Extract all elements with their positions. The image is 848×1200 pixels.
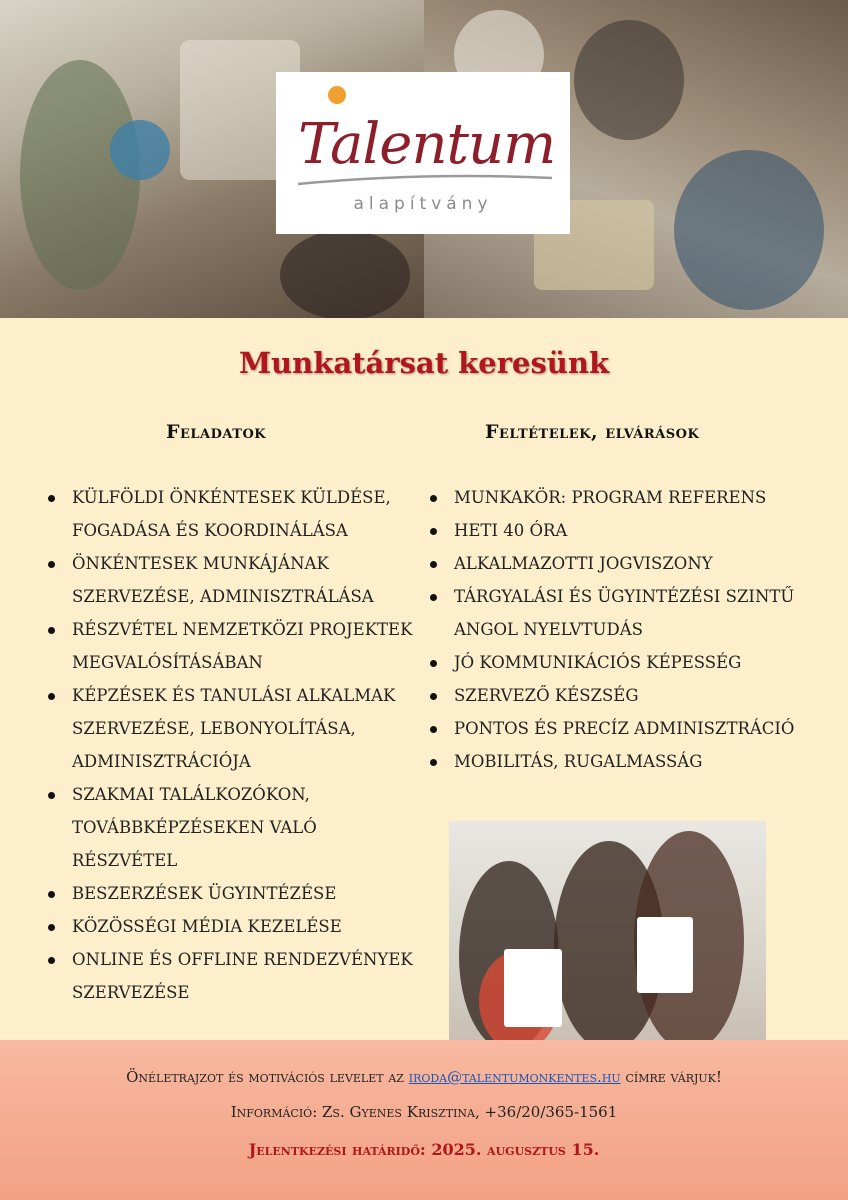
list-item: RÉSZVÉTEL NEMZETKÖZI PROJEKTEK MEGVALÓSÍTÁSÁBAN <box>46 613 424 679</box>
list-item: SZERVEZŐ KÉSZSÉG <box>428 679 808 712</box>
requirements-list <box>428 481 808 778</box>
list-item: KÖZÖSSÉGI MÉDIA KEZELÉSE <box>46 910 424 943</box>
list-item: KÉPZÉSEK ÉS TANULÁSI ALKALMAK SZERVEZÉSE, LEBONYOLÍTÁSA, ADMINISZTRÁCIÓJA <box>46 679 424 778</box>
list-item: MUNKAKÖR: PROGRAM REFERENS <box>428 481 808 514</box>
list-item: MOBILITÁS, RUGALMASSÁG <box>428 745 808 778</box>
hero-banner <box>0 0 848 318</box>
email-link[interactable]: iroda@talentumonkentes.hu <box>408 1068 621 1086</box>
list-item: BESZERZÉSEK ÜGYINTÉZÉSE <box>46 877 424 910</box>
tasks-list <box>46 481 424 1009</box>
list-item: ÖNKÉNTESEK MUNKÁJÁNAK SZERVEZÉSE, ADMINISZTRÁLÁSA <box>46 547 424 613</box>
list-item: KÜLFÖLDI ÖNKÉNTESEK KÜLDÉSE, FOGADÁSA ÉS KOORDINÁLÁSA <box>46 481 424 547</box>
footer-deadline: Jelentkezési határidő: 2025. augusztus 15. <box>248 1140 600 1159</box>
list-item: PONTOS ÉS PRECÍZ ADMINISZTRÁCIÓ <box>428 712 808 745</box>
page-title: Munkatársat keresünk <box>238 346 610 380</box>
list-item: HETI 40 ÓRA <box>428 514 808 547</box>
list-item: TÁRGYALÁSI ÉS ÜGYINTÉZÉSI SZINTŰ ANGOL NYELVTUDÁS <box>428 580 808 646</box>
list-item: SZAKMAI TALÁLKOZÓKON, TOVÁBBKÉPZÉSEKEN VALÓ RÉSZVÉTEL <box>46 778 424 877</box>
tasks-heading: Feladatok <box>166 421 267 443</box>
logo-subtitle: alapítvány <box>353 194 493 214</box>
logo-name: Talentum <box>298 112 556 177</box>
list-item: ALKALMAZOTTI JOGVISZONY <box>428 547 808 580</box>
list-item: ONLINE ÉS OFFLINE RENDEZVÉNYEK SZERVEZÉSE <box>46 943 424 1009</box>
footer-apply-text-end: címre várjuk! <box>620 1068 722 1086</box>
team-photo <box>449 821 766 1040</box>
footer-contact-info: Információ: Zs. Gyenes Krisztina, +36/20/365-1561 <box>230 1103 618 1121</box>
footer-apply-line <box>0 1068 848 1086</box>
logo-dot-icon <box>328 86 346 104</box>
talentum-logo <box>276 72 570 234</box>
footer-apply-text: Önéletrajzot és motivációs levelet az <box>126 1068 409 1086</box>
footer <box>0 1040 848 1200</box>
requirements-heading: Feltételek, elvárások <box>485 421 700 443</box>
logo-swoosh-icon <box>296 170 554 190</box>
list-item: JÓ KOMMUNIKÁCIÓS KÉPESSÉG <box>428 646 808 679</box>
